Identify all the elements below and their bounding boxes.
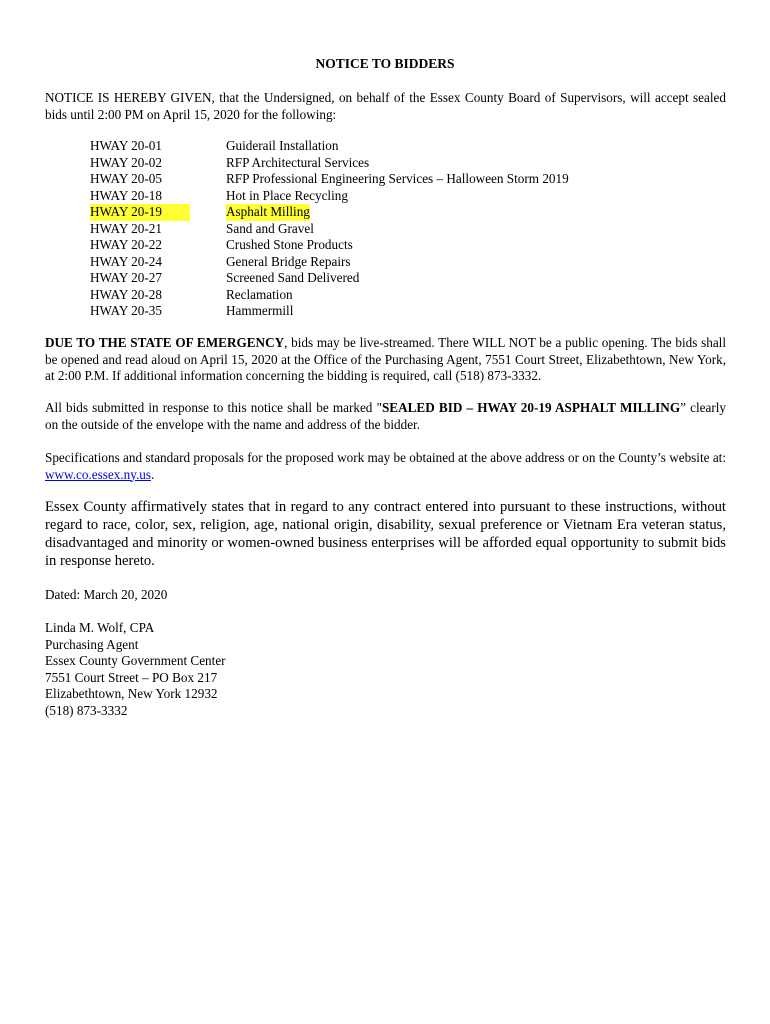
marking-text-after: ” clearly on the outside of the envelope with the name and address of the bidder. (45, 400, 726, 432)
bid-code: HWAY 20-35 (90, 303, 162, 318)
specs-text-end: . (150, 466, 155, 482)
bid-description: RFP Professional Engineering Services – Halloween Storm 2019 (226, 171, 569, 186)
signer-city: Elizabethtown, New York 12932 (45, 686, 218, 701)
document-title: NOTICE TO BIDDERS (315, 56, 455, 71)
bid-description: Guiderail Installation (226, 138, 339, 153)
bid-description: Hot in Place Recycling (226, 187, 348, 203)
marking-paragraph (45, 400, 726, 433)
bid-code: HWAY 20-18 (90, 187, 162, 203)
bid-description: Sand and Gravel (226, 220, 314, 236)
signer-street: 7551 Court Street – PO Box 217 (45, 669, 218, 685)
emergency-text: , bids may be live-streamed. There WILL NOT be a public opening. The bids shall be opened and read aloud on April 15, 2020 at the Office of the Purchasing Agent, 7551 Court Street, Elizabethtown, New York, at 2:00 P.M. If additional information concerning the bidding is required, call (518) 873-3332. (45, 335, 727, 383)
bid-code: HWAY 20-27 (90, 270, 162, 285)
intro-paragraph: NOTICE IS HEREBY GIVEN, that the Undersigned, on behalf of the Essex County Board of Supervisors, will accept sealed bids until 2:00 PM on April 15, 2020 for the following: (45, 90, 726, 122)
signature-block (45, 620, 226, 719)
bid-description: Screened Sand Delivered (226, 270, 360, 285)
bid-code: HWAY 20-28 (90, 286, 162, 302)
emergency-heading: DUE TO THE STATE OF EMERGENCY (45, 335, 285, 350)
bid-code: HWAY 20-24 (90, 253, 162, 269)
emergency-paragraph (45, 335, 726, 385)
marking-label: SEALED BID – HWAY 20-19 ASPHALT MILLING (381, 400, 681, 415)
bid-description: RFP Architectural Services (226, 154, 370, 170)
bid-description: Crushed Stone Products (226, 237, 353, 252)
bid-description: Asphalt Milling (226, 204, 310, 219)
bid-code: HWAY 20-22 (90, 237, 162, 252)
signer-name: Linda M. Wolf, CPA (45, 620, 155, 635)
county-website-link[interactable]: www.co.essex.ny.us (45, 466, 151, 482)
signer-role: Purchasing Agent (45, 636, 139, 652)
signer-phone: (518) 873-3332 (45, 702, 128, 718)
bid-description: Hammermill (226, 303, 294, 318)
bid-code: HWAY 20-05 (90, 171, 162, 186)
bid-code: HWAY 20-02 (90, 154, 162, 170)
bid-code: HWAY 20-21 (90, 220, 162, 236)
specs-text: Specifications and standard proposals for the proposed work may be obtained at the above address or on the County’s website at: (45, 450, 726, 465)
dated-line: Dated: March 20, 2020 (45, 587, 168, 602)
bid-code: HWAY 20-01 (90, 138, 162, 153)
bid-description: General Bridge Repairs (226, 253, 351, 269)
equal-opportunity-paragraph: Essex County affirmatively states that in regard to any contract entered into pursuant to these instructions, without regard to race, color, sex, religion, age, national origin, disability, sexual preference or Vietnam Era veteran status, disadvantaged and minority or women-owned business enterprises will be afforded equal opportunity to submit bids in response hereto. (45, 499, 726, 569)
bid-description: Reclamation (226, 286, 293, 302)
bid-code: HWAY 20-19 (90, 204, 190, 221)
marking-text-before: All bids submitted in response to this notice shall be marked " (45, 400, 382, 415)
signer-org: Essex County Government Center (45, 653, 226, 668)
specs-paragraph (45, 450, 726, 483)
